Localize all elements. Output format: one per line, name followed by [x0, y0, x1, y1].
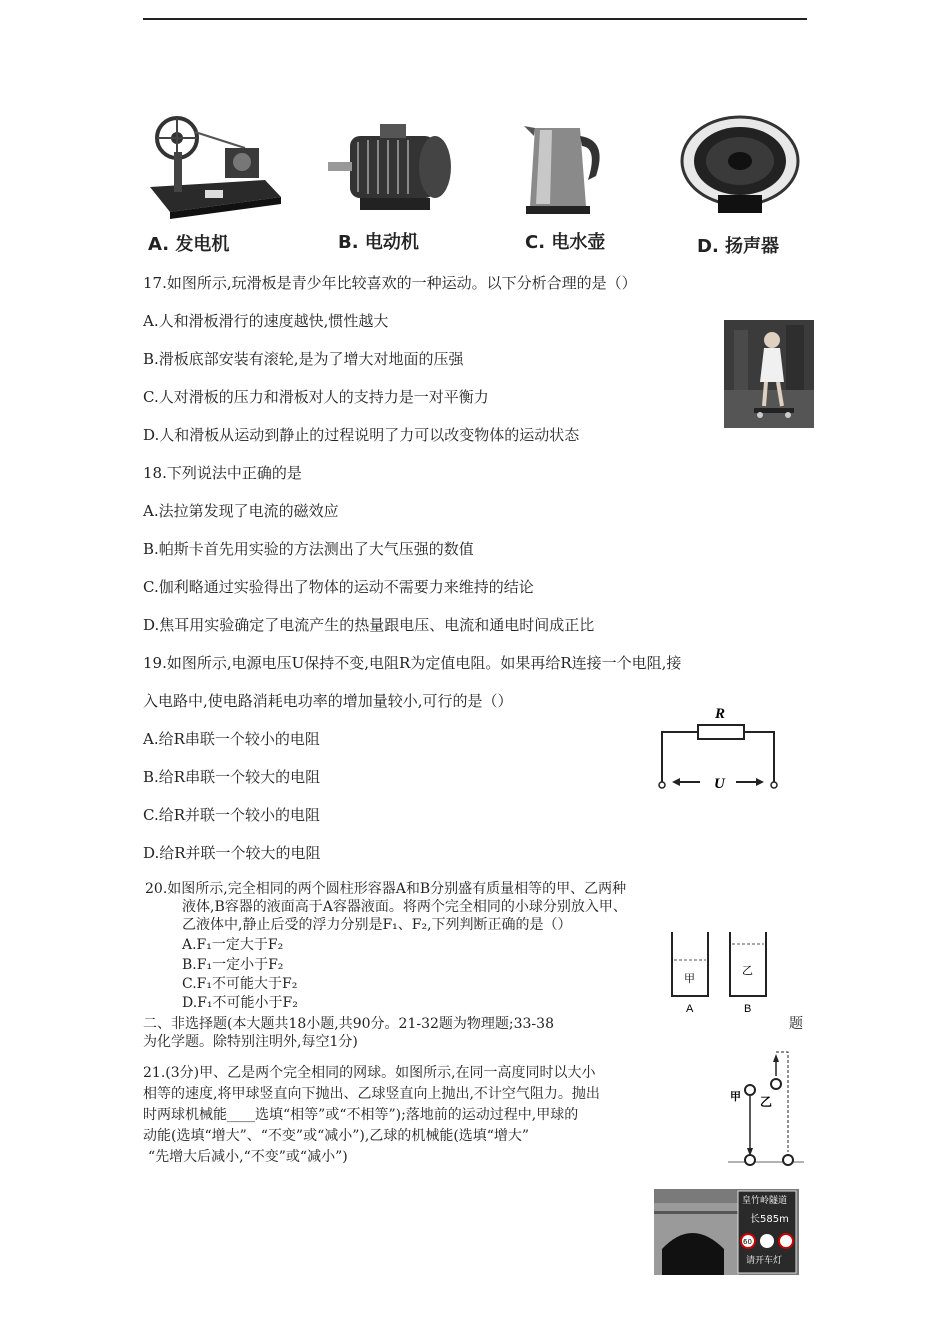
tunnel-photo	[654, 1189, 799, 1275]
q21-line3: 时两球机械能____选填“相等”或“不相等”);落地前的运动过程中,甲球的	[143, 1107, 579, 1123]
tennis-balls-diagram	[728, 1048, 804, 1170]
resistor-label: R	[715, 706, 726, 722]
q20-option-a: A.F₁一定大于F₂	[182, 937, 284, 953]
caption-generator: A. 发电机	[148, 234, 230, 255]
container-a-label: A	[686, 1003, 694, 1015]
loudspeaker-image	[678, 113, 802, 223]
caption-electric-kettle: C. 电水壶	[525, 232, 606, 253]
tunnel-name: 皇竹岭隧道	[742, 1196, 788, 1206]
caption-electric-motor: B. 电动机	[338, 232, 419, 253]
containers-diagram	[668, 930, 780, 1016]
header-rule	[143, 18, 807, 20]
q20-stem-line3: 乙液体中,静止后受的浮力分别是F₁、F₂,下列判断正确的是（）	[182, 917, 572, 933]
resistor-symbol	[698, 725, 744, 739]
speed-limit: 60	[743, 1238, 752, 1246]
section2-line2: 为化学题。除特别注明外,每空1分)	[143, 1034, 358, 1050]
q18-option-b: B.帕斯卡首先用实验的方法测出了大气压强的数值	[143, 540, 474, 558]
q21-line4: 动能(选填“增大”、“不变”或“减小”),乙球的机械能(选填“增大”	[143, 1128, 530, 1144]
electric-motor-image	[320, 118, 460, 218]
q20-option-b: B.F₁一定小于F₂	[182, 957, 284, 973]
voltage-label: U	[714, 776, 725, 792]
q17-option-b: B.滑板底部安装有滚轮,是为了增大对地面的压强	[143, 350, 464, 368]
skateboard-photo	[724, 320, 814, 428]
q18-stem: 18.下列说法中正确的是	[143, 464, 302, 482]
section2-line1: 二、非选择题(本大题共18小题,共90分。21-32题为物理题;33-38	[143, 1016, 554, 1032]
tunnel-note: 请开车灯	[746, 1256, 783, 1266]
q19-stem-line2: 入电路中,使电路消耗电功率的增加量较小,可行的是（）	[143, 692, 513, 710]
q17-stem: 17.如图所示,玩滑板是青少年比较喜欢的一种运动。以下分析合理的是（）	[143, 274, 637, 292]
q20-stem-line2: 液体,B容器的液面高于A容器液面。将两个完全相同的小球分别放入甲、	[182, 899, 627, 915]
caption-loudspeaker: D. 扬声器	[697, 236, 780, 257]
q19-stem-line1: 19.如图所示,电源电压U保持不变,电阻R为定值电阻。如果再给R连接一个电阻,接	[143, 654, 682, 672]
q17-option-c: C.人对滑板的压力和滑板对人的支持力是一对平衡力	[143, 388, 489, 406]
section2-line1-end: 题	[789, 1016, 803, 1032]
electric-kettle-image	[520, 118, 610, 218]
tunnel-length: 长585m	[750, 1214, 789, 1225]
q20-stem-line1: 20.如图所示,完全相同的两个圆柱形容器A和B分别盛有质量相等的甲、乙两种	[145, 881, 627, 897]
q17-option-d: D.人和滑板从运动到静止的过程说明了力可以改变物体的运动状态	[143, 426, 580, 444]
liquid-a-label: 甲	[684, 972, 695, 985]
ball-a-label: 甲	[730, 1090, 741, 1103]
generator-image	[145, 112, 283, 222]
q21-line2: 相等的速度,将甲球竖直向下抛出、乙球竖直向上抛出,不计空气阻力。抛出	[143, 1086, 600, 1102]
q17-option-a: A.人和滑板滑行的速度越快,惯性越大	[143, 312, 389, 330]
q21-line5: “先增大后减小,“不变”或“减小”)	[148, 1149, 348, 1165]
q19-option-b: B.给R串联一个较大的电阻	[143, 768, 321, 786]
q21-line1: 21.(3分)甲、乙是两个完全相同的网球。如图所示,在同一高度同时以大小	[143, 1065, 596, 1081]
q19-option-a: A.给R串联一个较小的电阻	[143, 730, 320, 748]
container-b-label: B	[744, 1003, 752, 1015]
q18-option-a: A.法拉第发现了电流的磁效应	[143, 502, 339, 520]
q19-option-d: D.给R并联一个较大的电阻	[143, 844, 321, 862]
q19-option-c: C.给R并联一个较小的电阻	[143, 806, 321, 824]
q20-option-d: D.F₁不可能小于F₂	[182, 995, 298, 1011]
q18-option-c: C.伽利略通过实验得出了物体的运动不需要力来维持的结论	[143, 578, 534, 596]
ball-b-label: 乙	[760, 1095, 773, 1109]
q20-option-c: C.F₁不可能大于F₂	[182, 976, 298, 992]
liquid-b-label: 乙	[742, 964, 753, 977]
circuit-diagram	[652, 700, 782, 795]
q18-option-d: D.焦耳用实验确定了电流产生的热量跟电压、电流和通电时间成正比	[143, 616, 595, 634]
